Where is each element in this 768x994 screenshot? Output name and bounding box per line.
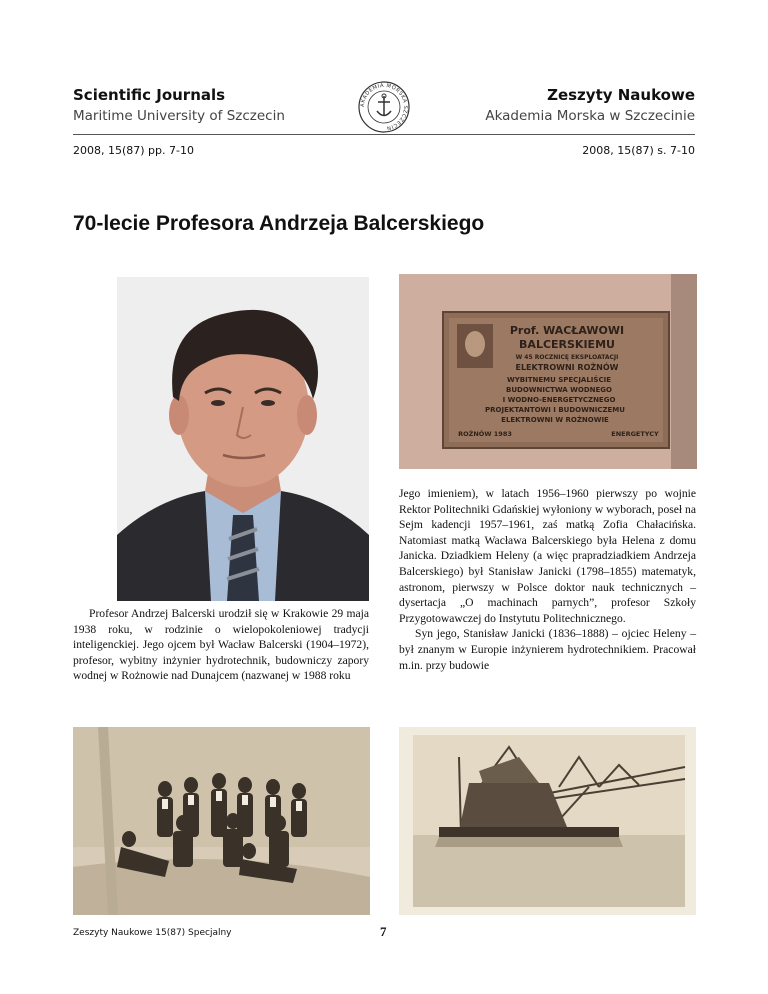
janicki-paragraph: Syn jego, Stanisław Janicki (1836–1888) – ojciec Heleny – był znanym w Europie inżynierem hydrotechnikiem. Pracował m.in. przy budowie [399, 627, 696, 672]
article-title: 70-lecie Profesora Andrzeja Balcerskiego [73, 212, 485, 235]
university-name-en: Maritime University of Szczecin [73, 108, 285, 124]
svg-text:ENERGETYCY: ENERGETYCY [611, 430, 659, 438]
svg-text:BUDOWNICTWA WODNEGO: BUDOWNICTWA WODNEGO [506, 386, 612, 394]
svg-text:W 45 ROCZNICĘ EKSPLOATACJI: W 45 ROCZNICĘ EKSPLOATACJI [515, 354, 619, 361]
svg-text:I WODNO-ENERGETYCZNEGO: I WODNO-ENERGETYCZNEGO [502, 396, 616, 404]
svg-text:ELEKTROWNI ROŻNÓW: ELEKTROWNI ROŻNÓW [515, 363, 619, 372]
family-paragraph: Jego imieniem), w latach 1956–1960 pierwszy po wojnie Rektor Politechniki Gdańskiej wyłoniony w wyborach, poseł na Sejm kadencji 1957–1961, zaś matką Zofia Chałacińska. Natomiast matką Wacława Balcerskiego była Helena z domu Janicka. Dziadkiem Heleny (a więc prapradziadkiem Andrzeja Balcerskiego) był Stanisław Janicki (1798–1855) matematyk, astronom, pierwszy w Polsce doktor nauk technicznych – dysertacja „O machinach parnych”, profesor Szkoły Przygotowawczej do Instytutu Politechnicznego. [399, 487, 696, 625]
university-name-pl: Akademia Morska w Szczecinie [485, 108, 695, 124]
journal-title-en: Scientific Journals [73, 86, 226, 104]
right-column-text [399, 486, 696, 673]
journal-title-pl: Zeszyty Naukowe [547, 86, 695, 104]
svg-text:ELEKTROWNI W ROŻNOWIE: ELEKTROWNI W ROŻNOWIE [501, 416, 609, 424]
page-number: 7 [380, 924, 387, 939]
footer-journal: Zeszyty Naukowe 15(87) Specjalny [73, 928, 232, 938]
svg-text:WYBITNEMU SPECJALIŚCIE: WYBITNEMU SPECJALIŚCIE [507, 376, 611, 384]
svg-text:AKADEMIA MORSKA SZCZECIN: AKADEMIA MORSKA SZCZECIN [359, 82, 409, 131]
svg-text:Prof. WACŁAWOWI: Prof. WACŁAWOWI [509, 324, 625, 337]
svg-text:PROJEKTANTOWI I BUDOWNICZEMU: PROJEKTANTOWI I BUDOWNICZEMU [485, 406, 625, 414]
issue-pages-pl: 2008, 15(87) s. 7-10 [582, 144, 695, 157]
svg-text:ROŻNÓW 1983: ROŻNÓW 1983 [458, 430, 512, 438]
historical-group-photo [73, 727, 370, 915]
svg-text:BALCERSKIEMU: BALCERSKIEMU [519, 338, 615, 351]
issue-pages-en: 2008, 15(87) pp. 7-10 [73, 144, 194, 157]
left-column-text [73, 606, 369, 684]
historical-dredger-photo [399, 727, 696, 915]
portrait-photo [117, 277, 369, 601]
header-divider [73, 134, 695, 135]
university-seal-logo [357, 80, 411, 134]
memorial-plaque-photo [399, 274, 697, 469]
intro-paragraph: Profesor Andrzej Balcerski urodził się w Krakowie 29 maja 1938 roku, w rodzinie o wielopokoleniowej tradycji inteligenckiej. Jego ojcem był Wacław Balcerski (1904–1972), profesor, wybitny inżynier hydrotechnik, budowniczy zapory wodnej w Rożnowie nad Dunajcem (nazwanej w 1988 roku [73, 607, 369, 683]
